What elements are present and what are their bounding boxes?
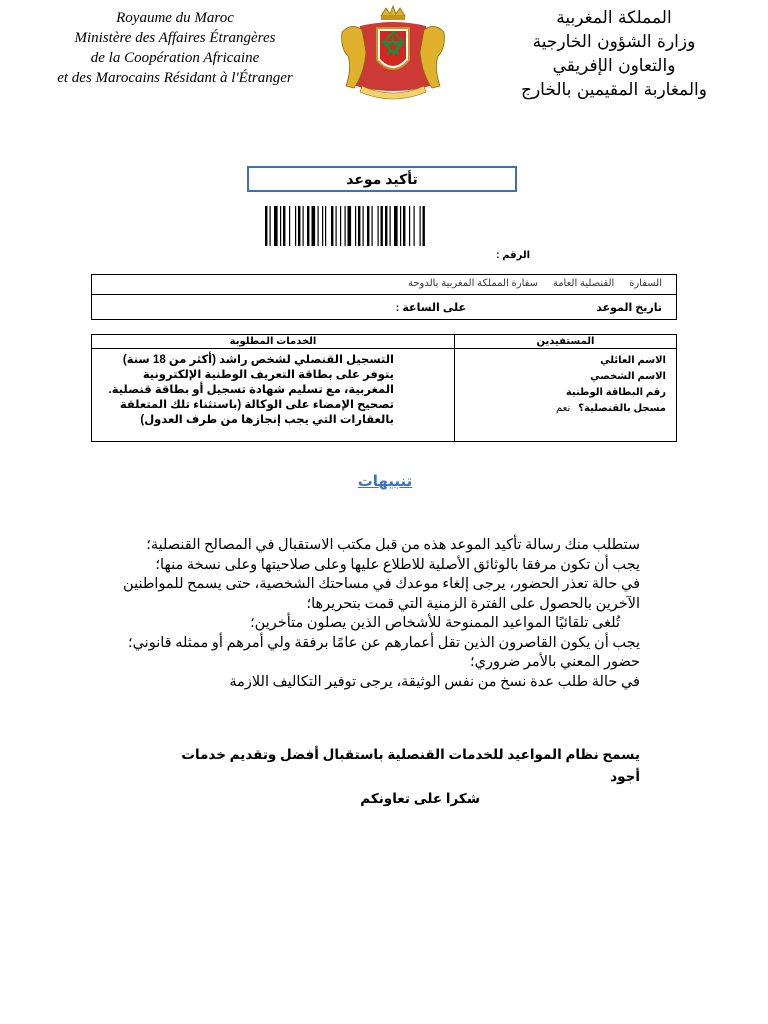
thanks-line: شكرا على تعاونكم [360,791,480,806]
header-french-line: de la Coopération Africaine [90,50,260,66]
closing-message [150,744,640,810]
header-arabic-line: والمغاربة المقيمين بالخارج [521,80,707,100]
notice-line: يجب أن تكون مرفقا بالوثائق الأصلية للاطلاع عليها وعلى صلاحيتها وعلى نسخة منها؛ [155,556,640,573]
services-table [91,334,677,442]
notice-line: في حالة تعذر الحضور، يرجى إلغاء موعدك في مساحتك الشخصية، حتى يسمح للمواطنين [123,576,640,592]
notice-list [110,536,640,692]
notice-line: في حالة طلب عدة نسخ من نفس الوثيقة، يرجى توفير التكاليف اللازمة [229,673,640,690]
consulate-item: القنصلية العامة [552,278,615,289]
notice-line: حضور المعني بالأمر ضروري؛ [470,654,640,670]
document-title: تأكيد موعد [247,166,517,192]
notice-title: تنبيهات [357,473,413,490]
embassy-item: السفارة [629,278,662,289]
header-arabic-line: وزارة الشؤون الخارجية [532,32,696,52]
family-name-label: الاسم العائلي [600,355,666,366]
embassy-box [91,274,677,320]
registered-row [461,401,666,417]
header-arabic-line: والتعاون الإفريقي [552,56,676,76]
embassy-doha-item: سفارة المملكة المغربية بالدوحة [407,278,539,289]
service-line: بالعقارات التي يجب إنجازها من طرف العدول) [140,414,394,426]
first-name-label: الاسم الشخصي [590,371,666,382]
beneficiary-fields [461,353,666,417]
service-line: يتوفر على بطاقة التعريف الوطنية الإلكترونية [142,369,394,381]
header-arabic-line: المملكة المغربية [556,8,672,28]
number-label: الرقم : [496,250,530,261]
beneficiaries-header: المستفيدين [455,335,676,349]
notice-line: ستطلب منك رسالة تأكيد الموعد هذه من قبل مكتب الاستقبال في المصالح القنصلية؛ [146,537,640,553]
registered-label: مسجل بالقنصلية؟ [578,403,666,414]
notice-line: الآخرين بالحصول على الفترة الزمنية التي قمت بتحريرها؛ [306,595,640,612]
notice-line: تُلغى تلقائيًا المواعيد الممنوحة للأشخاص الذين يصلون متأخرين؛ [250,615,620,631]
services-list [98,353,394,428]
appointment-date-label: تاريخ الموعد [596,302,662,314]
service-line: المغربية، مع تسليم شهادة تسجيل أو بطاقة قنصلية. [108,384,394,396]
service-line: التسجيل القنصلي لشخص راشد (أكثر من 18 سنة) [122,354,394,366]
moroccan-coat-of-arms-icon [334,2,452,102]
national-id-label: رقم البطاقة الوطنية [565,387,666,398]
header-arabic [504,6,724,102]
notice-line: يجب أن يكون القاصرون الذين تقل أعمارهم عن عامًا برفقة ولي أمرهم أو ممثله قانوني؛ [127,634,640,651]
embassy-row [92,275,676,295]
service-line: تصحيح الإمضاء على الوكالة (باستثناء تلك المتعلقة [119,399,394,411]
beneficiaries-column [455,349,676,441]
header-french [30,8,320,88]
closing-line: يسمح نظام المواعيد للخدمات القنصلية باستقبال أفضل وتقديم خدمات أجود [181,747,640,784]
services-header: الخدمات المطلوبة [92,335,455,349]
header-french-line: Ministère des Affaires Étrangères [74,30,276,46]
services-column [92,349,455,441]
registered-value: نعم [556,403,571,414]
appointment-time-label: على الساعة : [395,302,466,314]
header-french-line: et des Marocains Résidant à l'Étranger [57,70,293,86]
header-french-line: Royaume du Maroc [116,10,234,26]
barcode [265,206,495,246]
